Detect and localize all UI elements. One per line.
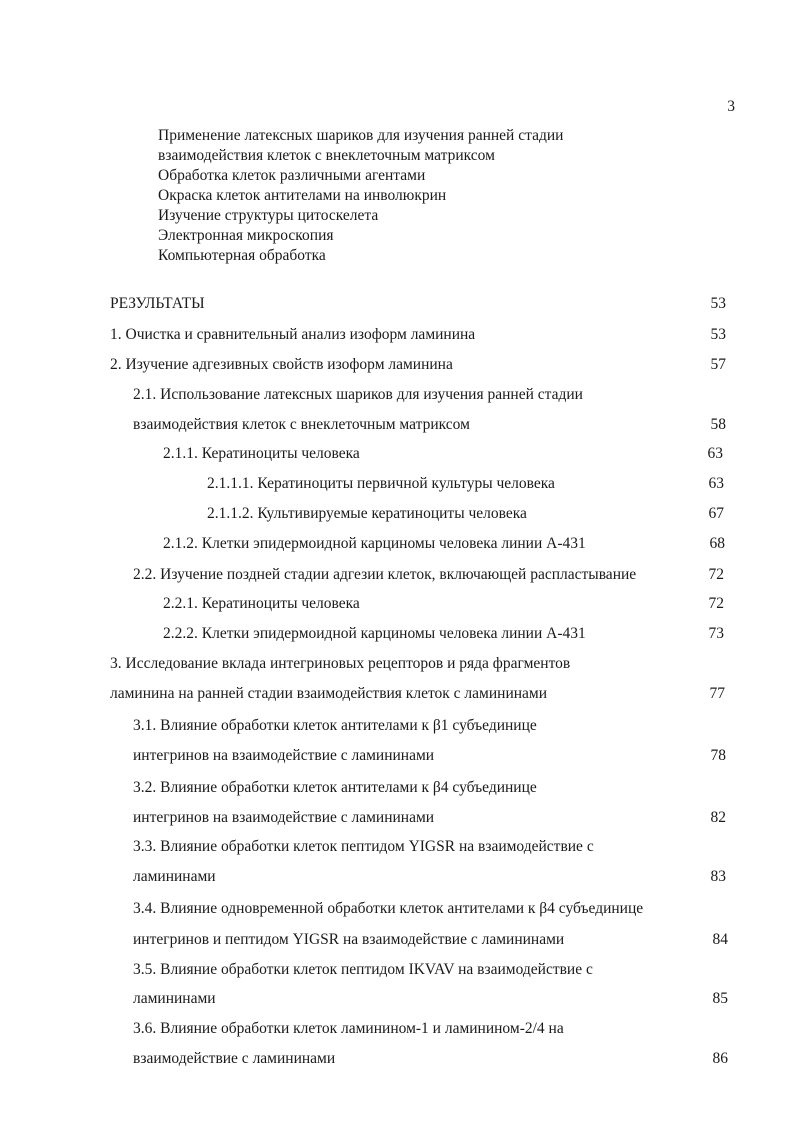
toc-entry: 2.1.1.1. Кератиноциты первичной культуры человека (207, 475, 555, 492)
toc-entry: 2.1. Использование латексных шариков для изучения ранней стадии (133, 386, 583, 403)
list-item: Применение латексных шариков для изучения ранней стадии (158, 127, 564, 144)
list-item: Изучение структуры цитоскелета (158, 207, 379, 224)
list-item: Электронная микроскопия (158, 227, 334, 244)
toc-page-number: 77 (709, 685, 725, 702)
toc-entry-continuation: ламинина на ранней стадии взаимодействия клеток с ламининами (110, 685, 548, 702)
list-item: взаимодействия клеток с внеклеточным матриксом (158, 147, 495, 164)
toc-entry: 2.1.1.2. Культивируемые кератиноциты человека (207, 505, 527, 522)
toc-entry: 2.2. Изучение поздней стадии адгезии клеток, включающей распластывание (133, 566, 637, 583)
toc-entry: 3. Исследование вклада интегриновых рецепторов и ряда фрагментов (110, 655, 571, 672)
toc-page-number: 73 (708, 625, 724, 642)
toc-entry-continuation: интегринов и пептидом YIGSR на взаимодействие с ламининами (133, 931, 565, 948)
toc-page-number: 57 (710, 356, 726, 373)
list-item: Компьютерная обработка (158, 247, 326, 264)
toc-entry-continuation: интегринов на взаимодействие с ламининами (133, 747, 435, 764)
toc-page-number: 72 (708, 566, 724, 583)
toc-entry: 2. Изучение адгезивных свойств изоформ ламинина (110, 356, 453, 373)
toc-page-number: 53 (710, 295, 726, 312)
toc-entry: 2.2.2. Клетки эпидермоидной карциномы человека линии А-431 (163, 625, 586, 642)
toc-page-number: 84 (712, 931, 728, 948)
toc-entry: 3.2. Влияние обработки клеток антителами к β4 субъединице (133, 779, 537, 796)
toc-entry: 1. Очистка и сравнительный анализ изоформ ламинина (110, 326, 476, 343)
toc-page-number: 72 (708, 595, 724, 612)
toc-page-number: 63 (707, 445, 723, 462)
list-item: Обработка клеток различными агентами (158, 167, 426, 184)
toc-heading-results: РЕЗУЛЬТАТЫ (110, 295, 205, 312)
toc-page-number: 78 (710, 747, 726, 764)
toc-page-number: 67 (708, 505, 724, 522)
toc-page-number: 58 (710, 416, 726, 433)
toc-entry: 3.1. Влияние обработки клеток антителами к β1 субъединице (133, 717, 537, 734)
toc-page-number: 83 (710, 868, 726, 885)
toc-entry: 2.2.1. Кератиноциты человека (163, 595, 360, 612)
toc-entry-continuation: интегринов на взаимодействие с ламининами (133, 809, 435, 826)
toc-entry: 2.1.2. Клетки эпидермоидной карциномы человека линии А-431 (163, 535, 586, 552)
toc-entry: 3.3. Влияние обработки клеток пептидом YIGSR на взаимодействие с (133, 838, 594, 855)
toc-entry-continuation: взаимодействие с ламининами (133, 1050, 336, 1067)
toc-entry: 3.4. Влияние одновременной обработки клеток антителами к β4 субъединице (133, 900, 644, 917)
toc-page-number: 82 (710, 809, 726, 826)
page-number: 3 (727, 98, 735, 115)
toc-page-number: 63 (708, 475, 724, 492)
toc-entry: 3.6. Влияние обработки клеток ламинином-1 и ламинином-2/4 на (133, 1020, 564, 1037)
toc-entry: 2.1.1. Кератиноциты человека (163, 445, 360, 462)
toc-page-number: 68 (709, 535, 725, 552)
toc-page-number: 86 (712, 1050, 728, 1067)
toc-page-number: 85 (712, 990, 728, 1007)
list-item: Окраска клеток антителами на инволюкрин (158, 187, 447, 204)
toc-entry: 3.5. Влияние обработки клеток пептидом IKVAV на взаимодействие с (133, 961, 593, 978)
toc-page-number: 53 (710, 326, 726, 343)
toc-entry-continuation: ламининами (133, 868, 216, 885)
toc-entry-continuation: ламининами (133, 990, 216, 1007)
toc-entry-continuation: взаимодействия клеток с внеклеточным матриксом (133, 416, 470, 433)
